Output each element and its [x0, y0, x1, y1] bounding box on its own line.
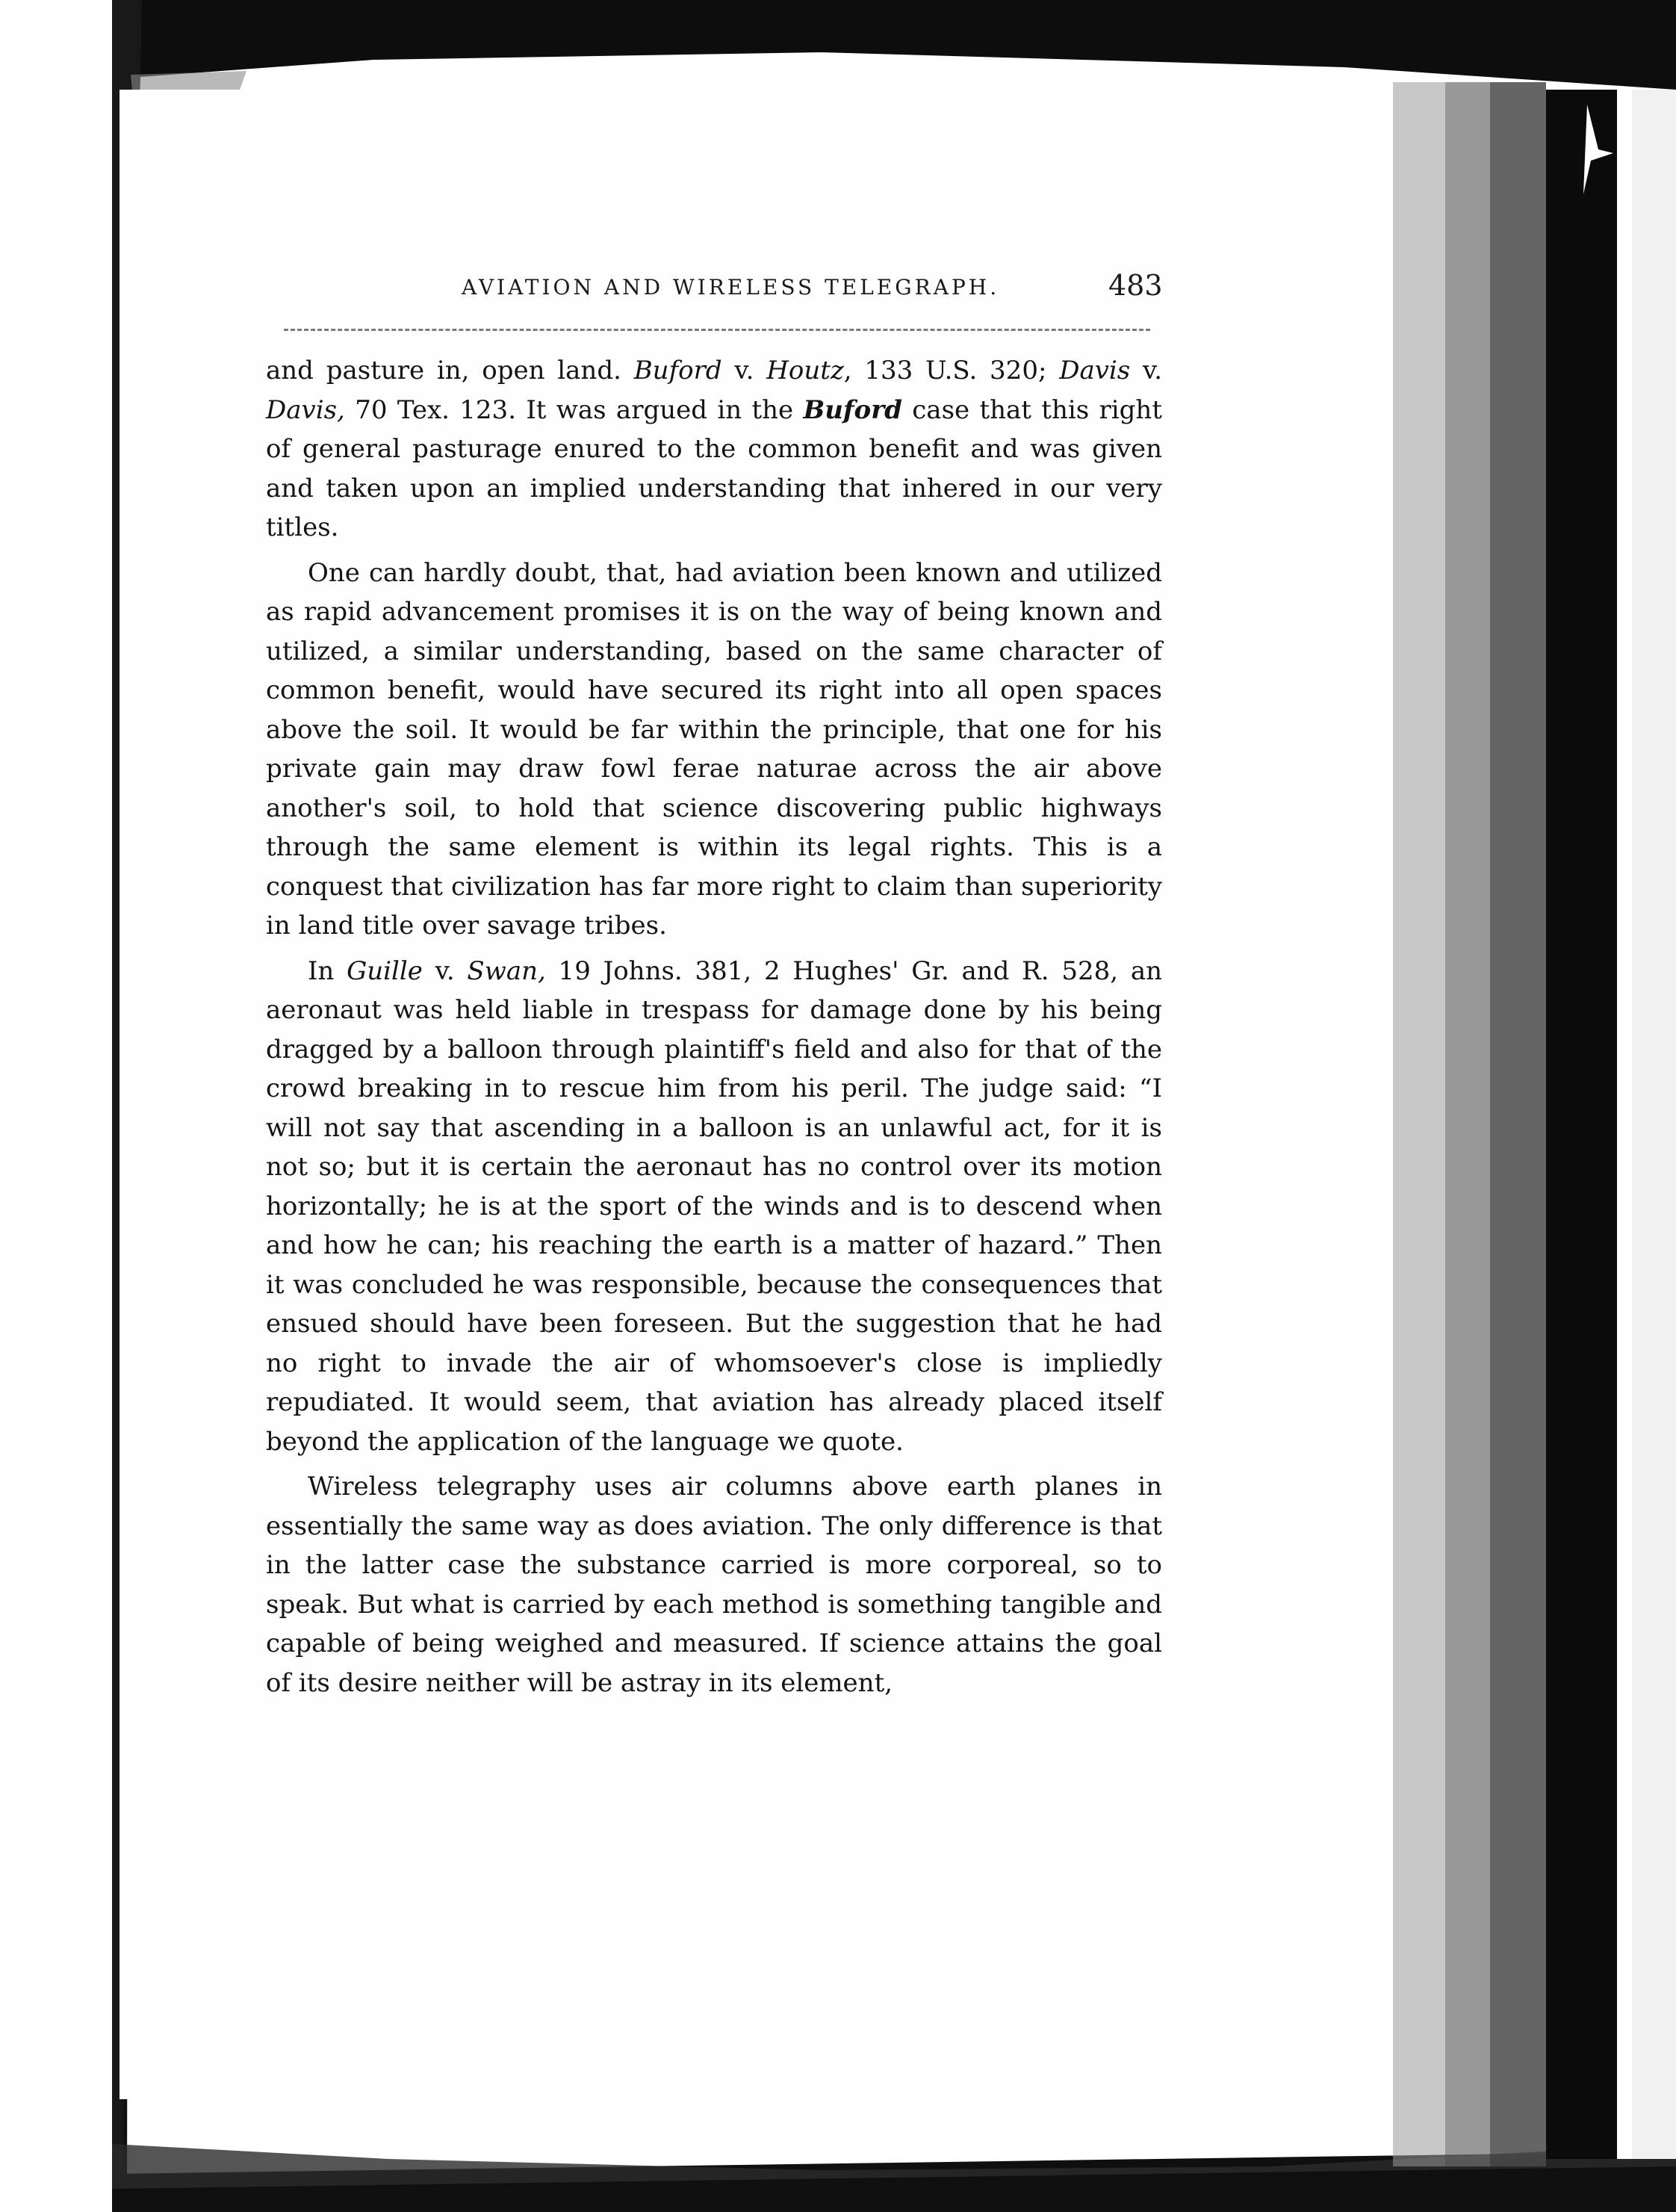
text-run: case that this right of general pasturage enured to the common benefit and was given and taken upon an implied understanding that inhered in our very titles.	[266, 394, 1162, 542]
paragraph-3	[266, 952, 1162, 1462]
paragraph-1	[266, 351, 1162, 548]
text-run: Davis	[1059, 356, 1131, 385]
text-run: Wireless telegraphy uses air columns above earth planes in essentially the same way as does aviation. The only difference is that in the latter case the substance carried is more corporeal, so to speak. But what is carried by each method is something tangible and capable of being weighed and measured. If science attains the goal of its desire neither will be astray in its element,	[266, 1472, 1162, 1698]
text-run: v.	[422, 955, 468, 986]
text-run: Buford	[633, 356, 722, 385]
text-run: v.	[721, 356, 767, 385]
running-head-title: AVIATION AND WIRELESS TELEGRAPH.	[462, 275, 1000, 300]
text-run: 19 Johns. 381, 2 Hughes' Gr. and R. 528, an aeronaut was held liable in trespass for damage done by his being dragged by a balloon through plaintiff's field and also for that of the crowd breaking in to rescue him from his peril. The judge said: “I will not say that ascending in a balloon is an unlawful act, for it is not so; but it is certain the aeronaut has no control over its motion horizontally; he is at the sport of the winds and is to descend when and how he can; his reaching the earth is a matter of hazard.” Then it was concluded he was responsible, because the consequences that ensued should have been foreseen. But the suggestion that he had no right to invade the air of whomsoever's close is impliedly repudiated. It would seem, that aviation has already placed itself beyond the application of the language we quote.	[266, 955, 1162, 1457]
text-run: v.	[1130, 356, 1163, 385]
body-text	[266, 351, 1162, 1708]
text-run: Buford	[803, 394, 902, 425]
text-run: Davis,	[266, 394, 345, 425]
text-run: In	[308, 955, 347, 986]
text-run: Guille	[347, 955, 423, 986]
text-run: Swan,	[467, 955, 546, 986]
header-rule	[284, 329, 1150, 331]
text-run: and pasture in, open land.	[266, 356, 634, 385]
text-run: One can hardly doubt, that, had aviation been known and utilized as rapid advancement promises it is on the way of being known and utilized, a similar understanding, based on the same character of common benefit, would have secured its right into all open spaces above the soil. It would be far within the principle, that one for his private gain may draw fowl ferae naturae across the air above another's soil, to hold that science discovering public highways through the same element is within its legal rights. This is a conquest that civilization has far more right to claim than superiority in land title over savage tribes.	[266, 557, 1162, 941]
text-run: , 133 U.S. 320;	[843, 356, 1060, 385]
text-run: 70 Tex. 123. It was argued in the	[344, 394, 804, 425]
paragraph-2	[266, 554, 1162, 946]
emphasis-run	[803, 395, 901, 425]
page-number: 483	[1108, 269, 1163, 302]
text-run: Houtz	[766, 356, 844, 385]
paragraph-4	[266, 1467, 1162, 1703]
